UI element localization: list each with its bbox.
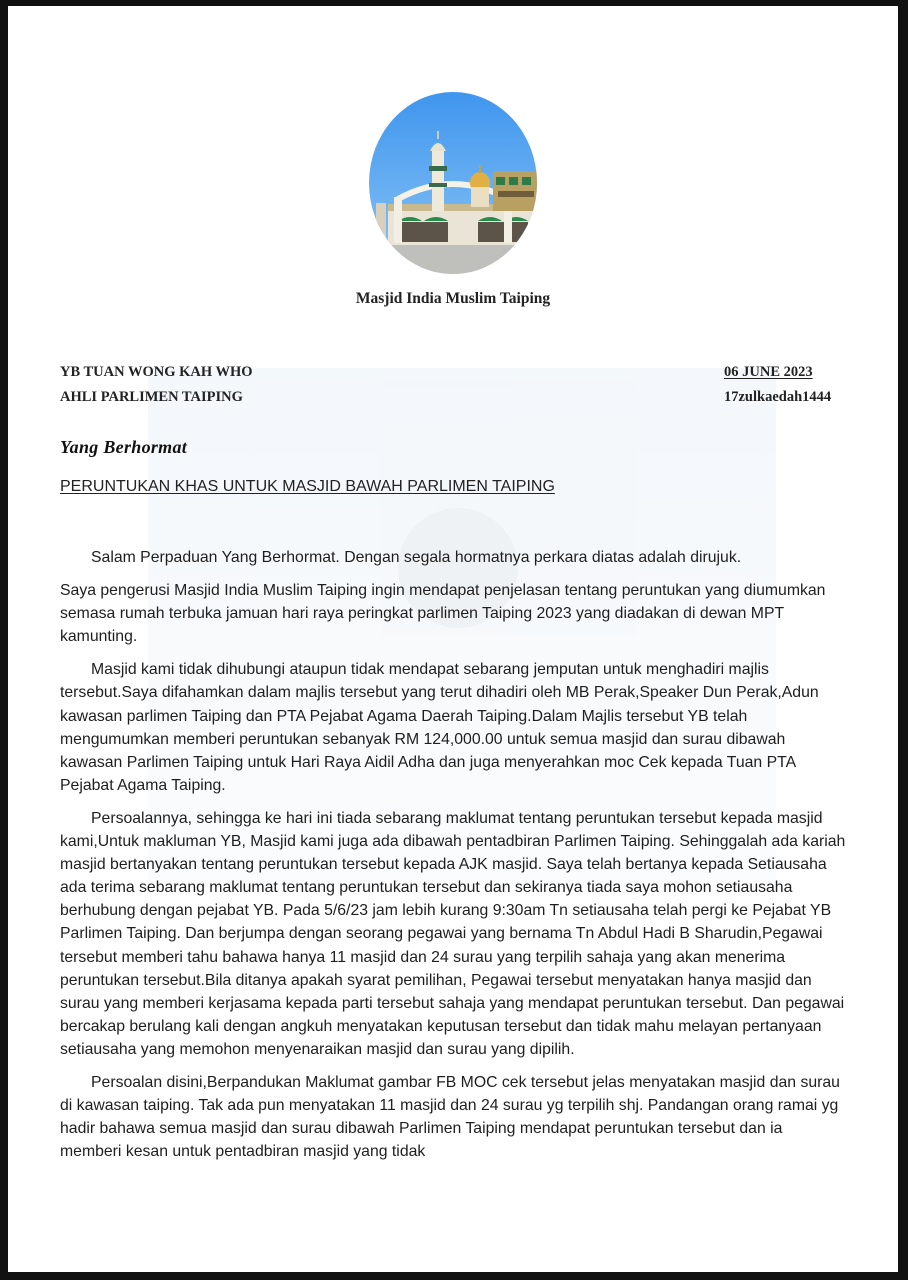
mosque-logo-image (368, 91, 538, 276)
recipient-name: YB TUAN WONG KAH WHO (60, 364, 253, 380)
paragraph: Saya pengerusi Masjid India Muslim Taiping ingin mendapat penjelasan tentang peruntukan yang diumumkan semasa rumah terbuka jamuan hari raya peringkat parlimen Taiping 2023 yang diadakan di dewan MPT kamunting. (60, 582, 826, 646)
letter-page (8, 6, 898, 1272)
paragraph: Persoalan disini,Berpandukan Maklumat gambar FB MOC cek tersebut jelas menyatakan masjid dan surau di kawasan taiping. Tak ada pun menyatakan 11 masjid dan 24 surau yg terpilih shj. Pandangan orang ramai yg hadir bahawa semua masjid dan surau dibawah Parlimen Taiping mendapat peruntukan tersebut dan ia memberi kesan untuk pentadbiran masjid yang tidak (60, 1073, 840, 1161)
hijri-date: 17zulkaedah1444 (724, 389, 832, 405)
paragraph: Persoalannya, sehingga ke hari ini tiada sebarang maklumat tentang peruntukan tersebut kepada masjid kami,Untuk makluman YB, Masjid kami juga ada dibawah pentadbiran Parlimen Taiping. Sehinggalah ada kariah masjid bertanyakan tentang peruntukan tersebut kepada AJK masjid. Saya telah bertanya kepada Setiausaha ada terima sebarang maklumat tentang peruntukan tersebut dan sekiranya tiada saya mohon setiausaha berhubung dengan pejabat YB. Pada 5/6/23 jam lebih kurang 9:30am Tn setiausaha telah pergi ke Pejabat YB Parlimen Taiping. Dan berjumpa dengan seorang pegawai yang bernama Tn Abdul Hadi B Sharudin,Pegawai tersebut memberi tahu bahawa hanya 11 masjid dan 24 surau yang terpilih sahaja yang akan menerima peruntukan tersebut.Bila ditanya apakah syarat pemilihan, Pegawai tersebut menyatakan hanya masjid dan surau yang memberi kerjasama kepada parti tersebut sahaja yang mendapat peruntukan tersebut. Dan pegawai bercakap berulang kali dengan angkuh menyatakan keputusan tersebut dan tidak mahu melayan pertanyaan setiausaha yang memohon menyenaraikan masjid dan surau yang dipilih. (60, 809, 846, 1058)
letter-date: 06 JUNE 2023 (724, 364, 813, 380)
recipient-title: AHLI PARLIMEN TAIPING (60, 389, 243, 405)
paragraph: Salam Perpaduan Yang Berhormat. Dengan segala hormatnya perkara diatas adalah dirujuk. (91, 549, 742, 566)
letter-subject: PERUNTUKAN KHAS UNTUK MASJID BAWAH PARLIMEN TAIPING (60, 478, 555, 495)
paragraph: Masjid kami tidak dihubungi ataupun tidak mendapat sebarang jemputan untuk menghadiri majlis tersebut.Saya difahamkan dalam majlis tersebut yang terut dihadiri oleh MB Perak,Speaker Dun Perak,Adun kawasan parlimen Taiping dan PTA Pejabat Agama Daerah Taiping.Dalam Majlis tersebut YB telah mengumumkan memberi peruntukan sebanyak RM 124,000.00 untuk semua masjid dan surau dibawah kawasan Parlimen Taiping untuk Hari Raya Aidil Adha dan juga menyerahkan moc Cek kepada Tuan PTA Pejabat Agama Taiping. (60, 661, 819, 794)
letter-body (60, 546, 846, 1173)
organization-name: Masjid India Muslim Taiping (355, 290, 551, 307)
salutation: Yang Berhormat (60, 437, 188, 457)
